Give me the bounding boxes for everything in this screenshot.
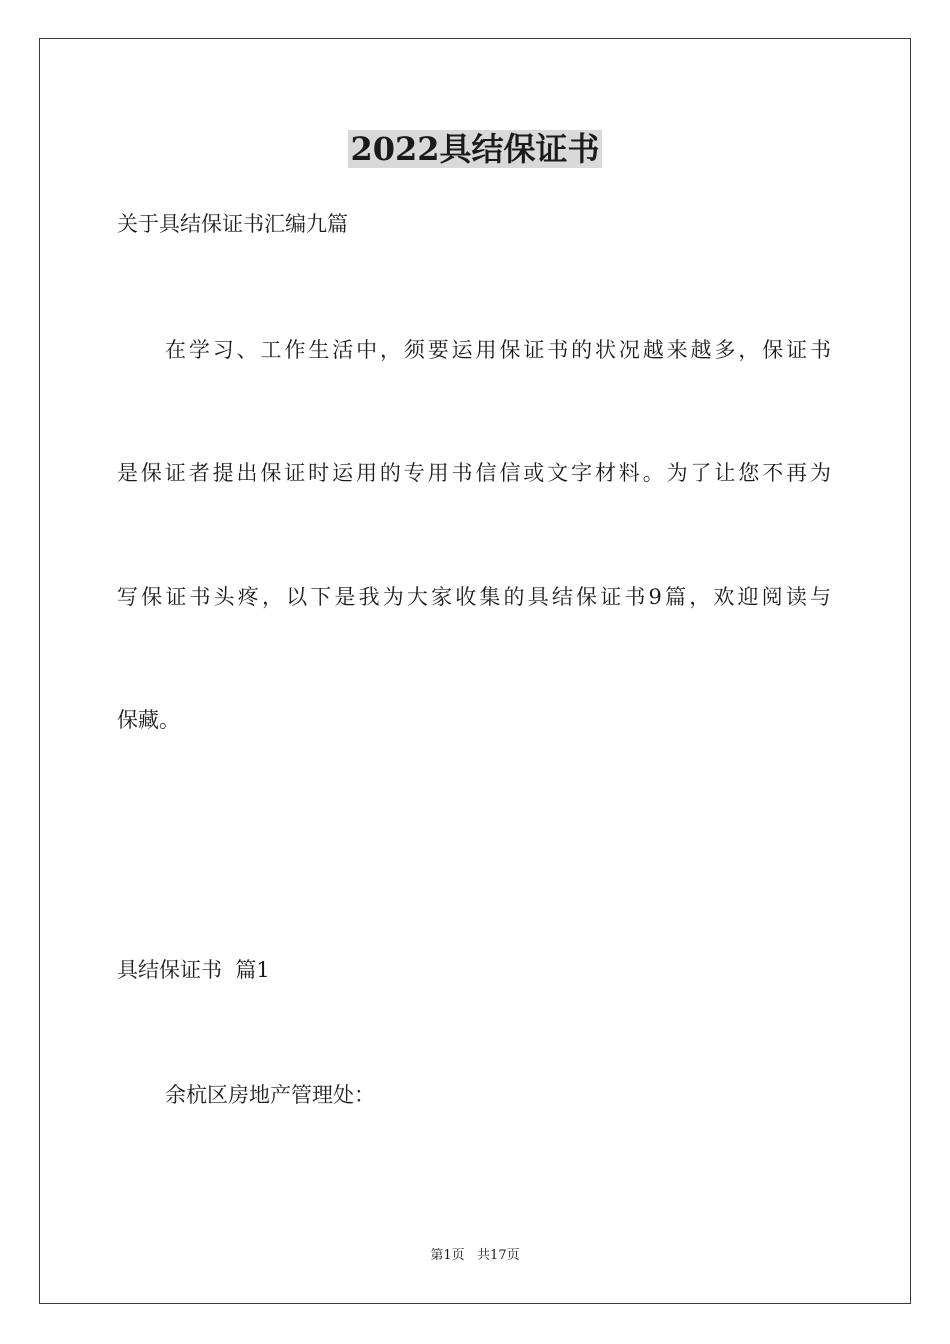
intro-paragraph-line-2: 是保证者提出保证时运用的专用书信信或文字材料。为了让您不再为 — [117, 461, 831, 485]
page-footer: 第1页 共17页 — [430, 1248, 520, 1263]
document-subtitle: 关于具结保证书汇编九篇 — [117, 212, 348, 236]
intro-paragraph-line-3: 写保证书头疼，以下是我为大家收集的具结保证书9篇，欢迎阅读与 — [117, 585, 831, 609]
document-title-text: 2022具结保证书 — [350, 130, 600, 168]
salutation: 余杭区房地产管理处： — [165, 1083, 375, 1107]
section-heading: 具结保证书 篇1 — [117, 958, 270, 982]
intro-paragraph-line-4: 保藏。 — [117, 708, 180, 732]
document-title — [0, 126, 950, 172]
intro-paragraph-line-1: 在学习、工作生活中，须要运用保证书的状况越来越多，保证书 — [165, 338, 831, 362]
